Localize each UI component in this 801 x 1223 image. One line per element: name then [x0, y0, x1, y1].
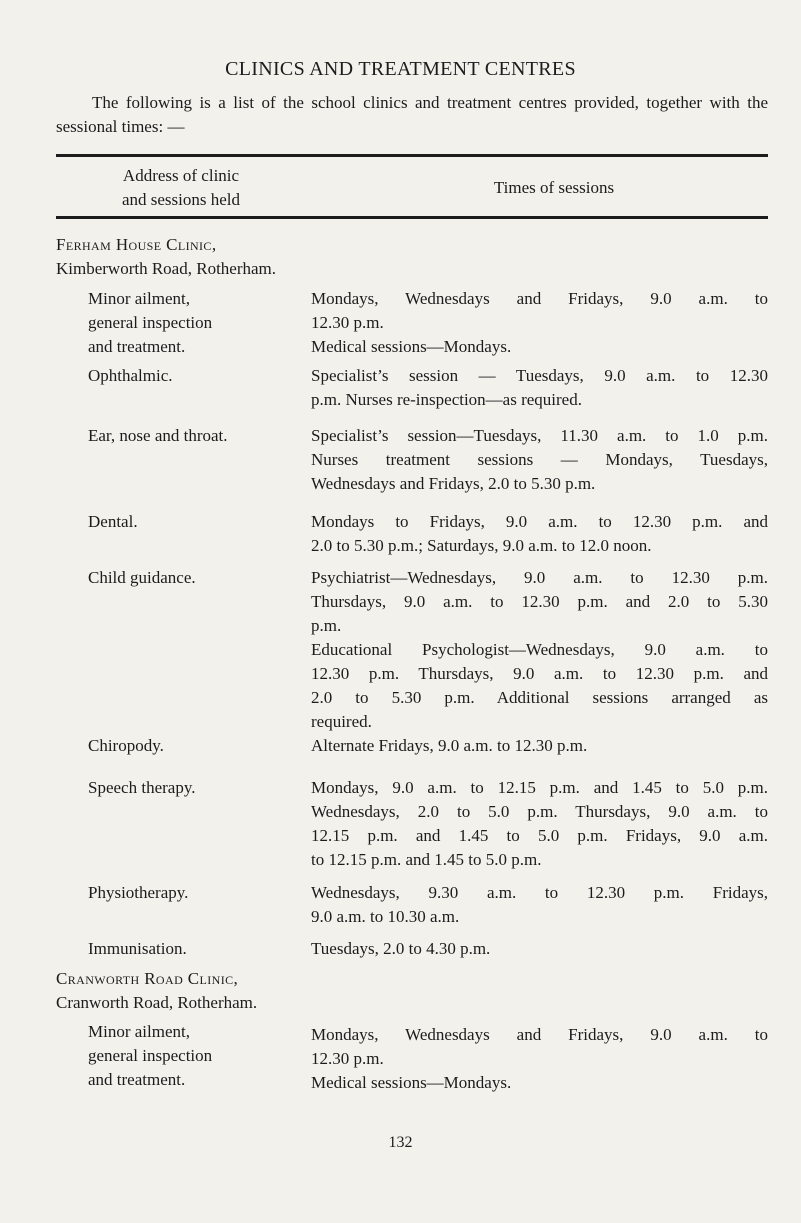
clinic-header: [56, 967, 456, 1015]
times-line: Thursdays, 9.0 a.m. to 12.30 p.m. and 2.0 to 5.30: [311, 592, 768, 611]
clinic-name: Ferham House Clinic,: [56, 235, 217, 254]
label-line: Physiotherapy.: [88, 883, 189, 902]
header-address: [56, 164, 306, 212]
times-line: 12.30 p.m. Thursdays, 9.0 a.m. to 12.30 p.m. and: [311, 664, 768, 683]
session-times: [311, 287, 768, 359]
clinic-header: [56, 233, 456, 281]
session-label: [88, 881, 308, 905]
label-line: general inspection: [88, 313, 213, 332]
times-line: Wednesdays, 2.0 to 5.0 p.m. Thursdays, 9.0 a.m. to: [311, 802, 768, 821]
times-line: 12.30 p.m.: [311, 313, 384, 332]
session-label: [88, 566, 308, 590]
times-line: Specialist’s session — Tuesdays, 9.0 a.m. to 12.30: [311, 366, 768, 385]
times-line: Wednesdays, 9.30 a.m. to 12.30 p.m. Fridays,: [311, 883, 768, 902]
label-line: Ophthalmic.: [88, 366, 173, 385]
times-line: 9.0 a.m. to 10.30 a.m.: [311, 907, 460, 926]
times-line: Alternate Fridays, 9.0 a.m. to 12.30 p.m.: [311, 736, 588, 755]
session-times: [311, 881, 768, 929]
times-line: Mondays, 9.0 a.m. to 12.15 p.m. and 1.45 to 5.0 p.m.: [311, 778, 768, 797]
label-line: and treatment.: [88, 337, 186, 356]
header-address-line1: Address of clinic: [122, 166, 240, 185]
session-times: [311, 364, 768, 412]
times-line: Medical sessions—Mondays.: [311, 1073, 512, 1092]
times-line: Psychiatrist—Wednesdays, 9.0 a.m. to 12.30 p.m.: [311, 568, 768, 587]
times-line: 2.0 to 5.30 p.m. Additional sessions arranged as: [311, 688, 768, 707]
label-line: Minor ailment,: [88, 289, 190, 308]
times-line: 2.0 to 5.30 p.m.; Saturdays, 9.0 a.m. to 12.0 noon.: [311, 536, 652, 555]
page-number: 132: [388, 1134, 413, 1151]
clinic-address: Cranworth Road, Rotherham.: [56, 993, 258, 1012]
session-label: [88, 424, 308, 448]
times-line: Nurses treatment sessions — Mondays, Tuesdays,: [311, 450, 768, 469]
session-times: [311, 1023, 768, 1095]
label-line: Ear, nose and throat.: [88, 426, 228, 445]
label-line: Child guidance.: [88, 568, 196, 587]
label-line: Immunisation.: [88, 939, 187, 958]
times-line: required.: [311, 712, 372, 731]
session-label: [88, 734, 308, 758]
label-line: Minor ailment,: [88, 1022, 190, 1041]
session-times: [311, 424, 768, 496]
clinic-name: Cranworth Road Clinic,: [56, 969, 239, 988]
times-line: p.m.: [311, 616, 342, 635]
times-line: Mondays, Wednesdays and Fridays, 9.0 a.m. to: [311, 1025, 768, 1044]
session-label: [88, 510, 308, 534]
session-label: [88, 364, 308, 388]
session-times: [311, 937, 768, 961]
times-line: to 12.15 p.m. and 1.45 to 5.0 p.m.: [311, 850, 542, 869]
intro-paragraph: [56, 91, 768, 139]
label-line: general inspection: [88, 1046, 213, 1065]
intro-text: The following is a list of the school clinics and treatment centres provided, together with the sessional times: —: [56, 93, 768, 136]
times-line: Medical sessions—Mondays.: [311, 337, 512, 356]
header-address-line2: and sessions held: [121, 190, 241, 209]
session-label: [88, 937, 308, 961]
times-line: Mondays to Fridays, 9.0 a.m. to 12.30 p.m. and: [311, 512, 768, 531]
session-times: [311, 734, 768, 758]
session-times: [311, 510, 768, 558]
times-line: Specialist’s session—Tuesdays, 11.30 a.m. to 1.0 p.m.: [311, 426, 768, 445]
table-top-rule: [56, 154, 768, 157]
label-line: Dental.: [88, 512, 138, 531]
times-line: Tuesdays, 2.0 to 4.30 p.m.: [311, 939, 491, 958]
times-line: Educational Psychologist—Wednesdays, 9.0 a.m. to: [311, 640, 768, 659]
page-title: CLINICS AND TREATMENT CENTRES: [225, 58, 576, 80]
times-line: 12.30 p.m.: [311, 1049, 384, 1068]
session-times: [311, 776, 768, 872]
label-line: Chiropody.: [88, 736, 164, 755]
table-header-rule: [56, 216, 768, 219]
times-line: 12.15 p.m. and 1.45 to 5.0 p.m. Fridays, 9.0 a.m.: [311, 826, 768, 845]
times-line: Mondays, Wednesdays and Fridays, 9.0 a.m. to: [311, 289, 768, 308]
session-times: [311, 566, 768, 734]
clinic-address: Kimberworth Road, Rotherham.: [56, 259, 277, 278]
times-line: Wednesdays and Fridays, 2.0 to 5.30 p.m.: [311, 474, 596, 493]
times-line: p.m. Nurses re-inspection—as required.: [311, 390, 582, 409]
header-times: Times of sessions: [493, 178, 615, 197]
session-label: [88, 776, 308, 800]
label-line: Speech therapy.: [88, 778, 196, 797]
session-label: [88, 1020, 308, 1092]
session-label: [88, 287, 308, 359]
label-line: and treatment.: [88, 1070, 186, 1089]
